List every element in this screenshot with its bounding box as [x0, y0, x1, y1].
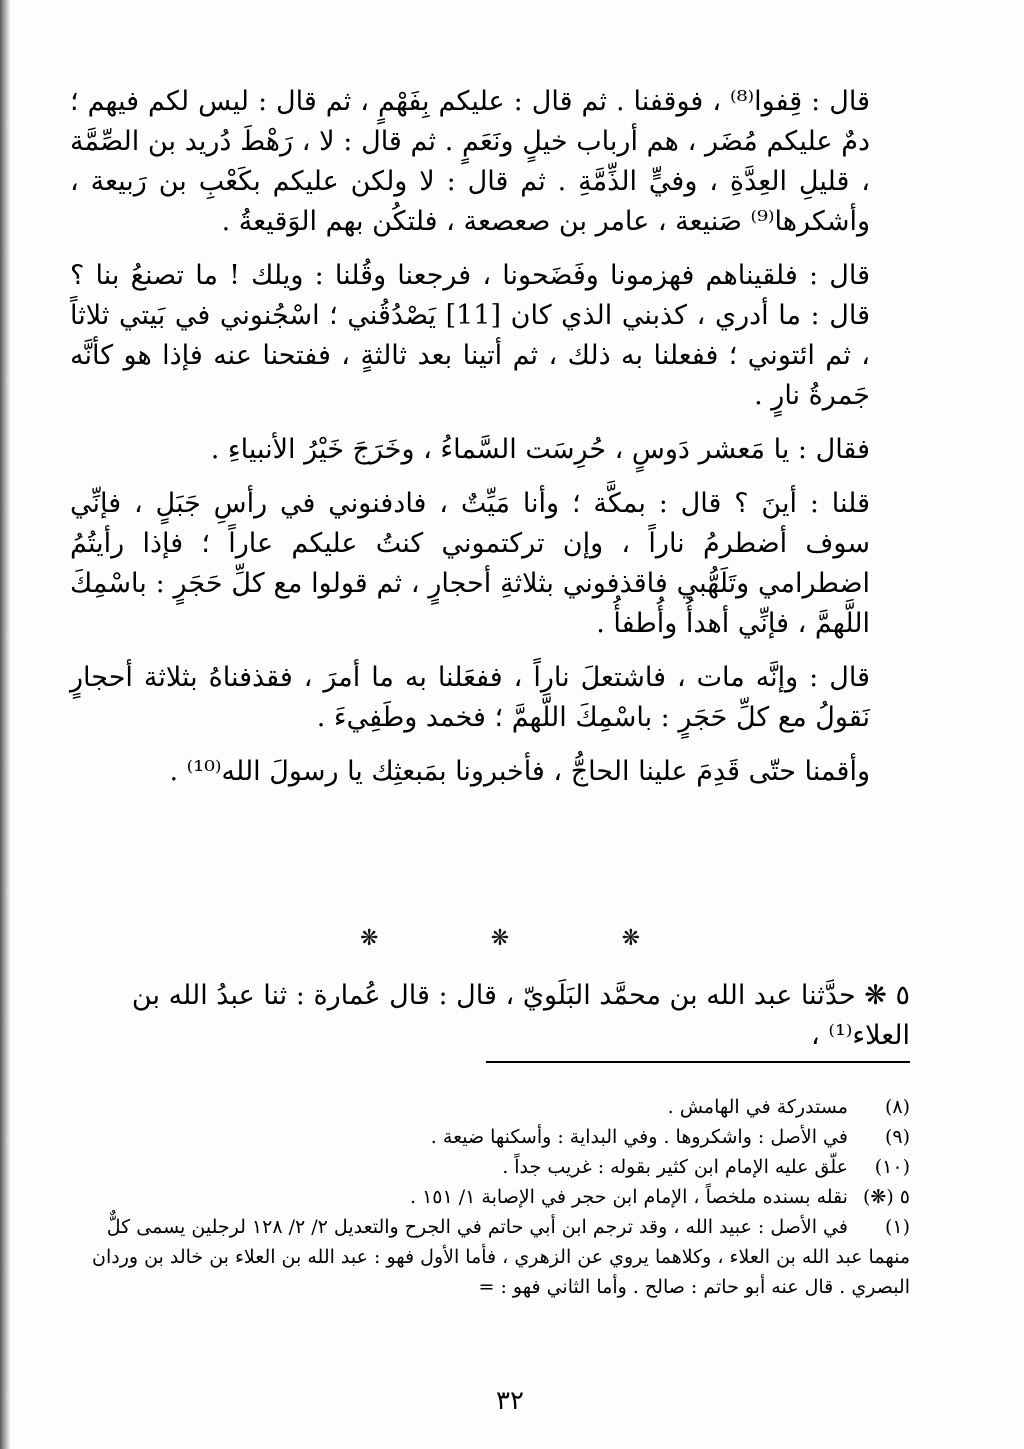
footnote	[70, 1092, 910, 1122]
paragraph-3: فقال : يا مَعشر دَوسٍ ، حُرِسَت السَّماءُ ، وخَرَجَ خَيْرُ الأنبياءِ .	[210, 434, 870, 465]
footnote-number: (١٠)	[874, 1156, 910, 1178]
footnote-text: علّق عليه الإمام ابن كثير بقوله : غريب جداً .	[502, 1156, 848, 1178]
paragraph-4: قلنا : أينَ ؟ قال : بمكَّة ؛ وأنا مَيِّتٌ ، فادفنوني في رأسِ جَبَلٍ ، فإنِّي سوف أضطرمُ ناراً ، وإن تركتموني كنتُ عليكم عاراً ؛ فإذا رأيتُمُ اضطرامي وتَلَهُّبي فاقذفوني بثلاثةِ أحجارٍ ، ثم قولوا مع كلِّ حَجَرٍ : باسْمِكَ اللَّهمَّ ، فإنِّي أهدأُ وأُطفأُ .	[70, 488, 870, 639]
footnote-number: (١)	[884, 1216, 910, 1238]
section-separator	[360, 926, 640, 951]
footnote	[70, 1122, 910, 1152]
footnote-text: في الأصل : عبيد الله ، وقد ترجم ابن أبي حاتم في الجرح والتعديل ٢/ ٢/ ١٢٨ لرجلين يسمى كلٌّ منهما عبد الله بن العلاء ، وكلاهما يروي عن الزهري ، فأما الأول فهو : عبد الله بن العلاء بن خالد بن وردان البصري . قال عنه أبو حاتم : صالح . وأما الثاني فهو : =	[92, 1216, 910, 1298]
separator-star-icon: ❋	[360, 926, 379, 951]
paragraph-2: قال : فلقيناهم فهزمونا وفَضَحونا ، فرجعنا وقُلنا : ويلك ! ما تصنعُ بنا ؟ قال : ما أدري ، كذبني الذي كان [11] يَصْدُقُني ؛ اسْجُنوني في بَيتي ثلاثاً ، ثم ائتوني ؛ ففعلنا به ذلك ، ثم أتينا بعد ثالثةٍ ، ففتحنا عنه فإذا هو كأنَّه جَمرةُ نارٍ .	[70, 260, 870, 411]
scan-edge-shadow	[0, 0, 10, 1449]
paragraph-5: قال : وإنَّه مات ، فاشتعلَ ناراً ، ففعَلنا به ما أمرَ ، فقذفناهُ بثلاثة أحجارٍ نَقولُ مع كلِّ حَجَرٍ : باسْمِكَ اللَّهمَّ ؛ فخمد وطَفِيءَ .	[70, 662, 870, 733]
footnote-divider	[486, 1061, 910, 1063]
separator-star-icon: ❋	[621, 926, 640, 951]
main-text	[70, 82, 870, 806]
footnote	[70, 1182, 910, 1212]
footnote-number: (٨)	[884, 1096, 910, 1118]
paragraph-6: وأقمنا حتّى قَدِمَ علينا الحاجُّ ، فأخبرونا بمَبعثِك يا رسولَ الله⁽¹⁰⁾ .	[169, 756, 870, 787]
footnote-number: ٥ (❋)	[862, 1186, 910, 1208]
paragraph-1: قال : قِفوا⁽⁸⁾ ، فوقفنا . ثم قال : عليكم بِفَهْمٍ ، ثم قال : ليس لكم فيهم ؛ دمٌ عليكم مُضَر ، هم أرباب خيلٍ ونَعَمٍ . ثم قال : لا ، رَهْطَ دُريد بن الصِّمَّة ، قليلِ العِدَّةِ ، وفيٍّ الذِّمَّةِ . ثم قال : لا ولكن عليكم بكَعْبِ بن رَبيعة ، وأشكرها⁽⁹⁾ صَنيعة ، عامر بن صعصعة ، فلتكُن بهم الوَقيعةُ .	[70, 86, 870, 237]
footnote-number: (٩)	[884, 1126, 910, 1148]
page-number: ٣٢	[496, 1386, 524, 1416]
footnotes	[70, 1092, 910, 1302]
chapter-5-line: ٥ ❋ حدَّثنا عبد الله بن محمَّد البَلَويّ ، قال : قال عُمارة : ثنا عبدُ الله بن العلاء⁽¹⁾ ،	[131, 980, 910, 1051]
footnote-text: مستدركة في الهامش .	[667, 1096, 848, 1118]
footnote-text: نقله بسنده ملخصاً ، الإمام ابن حجر في الإصابة ١/ ١٥١ .	[410, 1186, 848, 1208]
footnote	[70, 1212, 910, 1302]
footnote-text: في الأصل : واشكروها . وفي البداية : وأسكنها ضيعة .	[430, 1126, 848, 1148]
footnote	[70, 1152, 910, 1182]
separator-star-icon: ❋	[490, 926, 510, 951]
